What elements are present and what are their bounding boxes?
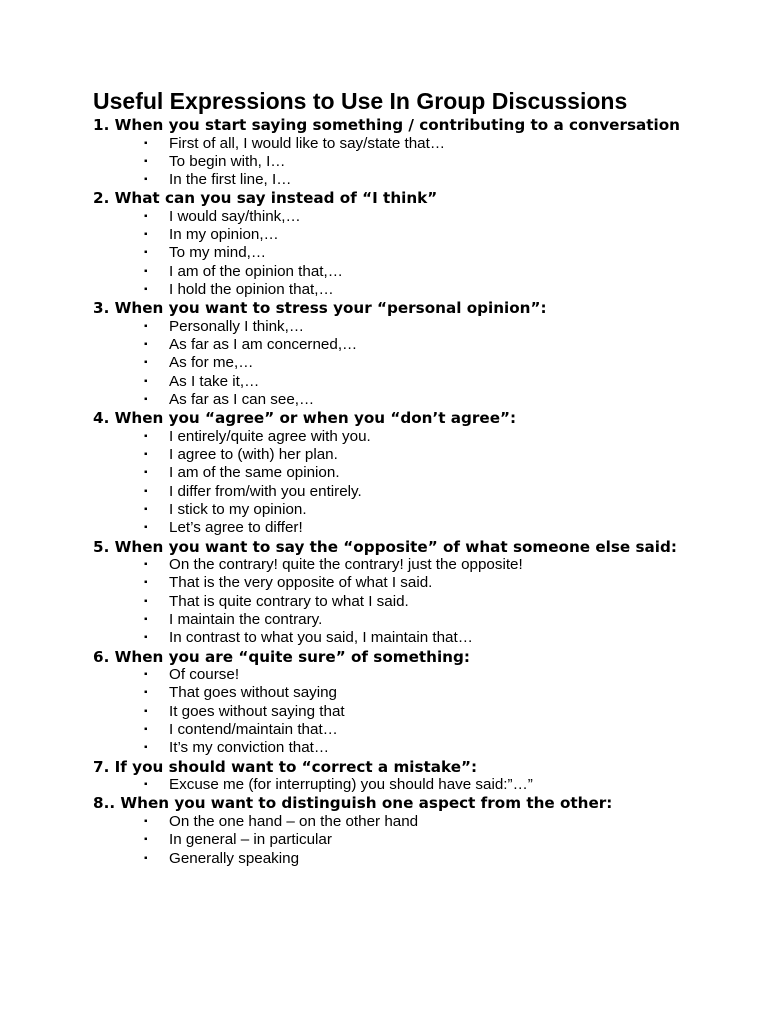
square-bullet-icon: ▪ (144, 174, 148, 186)
list-item-text: First of all, I would like to say/state that… (169, 134, 446, 152)
square-bullet-icon: ▪ (144, 467, 148, 479)
square-bullet-icon: ▪ (144, 852, 148, 864)
square-bullet-icon: ▪ (144, 559, 148, 571)
list-item-text: It goes without saying that (169, 702, 345, 720)
list-item (93, 373, 733, 391)
list-item-text: I agree to (with) her plan. (169, 446, 338, 464)
list-item-text: That is the very opposite of what I said. (169, 574, 433, 592)
list-item (93, 428, 733, 446)
section-heading: 5. When you want to say the “opposite” of what someone else said: (93, 537, 677, 556)
list-item (93, 703, 733, 721)
list-item-text: I entirely/quite agree with you. (169, 427, 371, 445)
section-heading: 8.. When you want to distinguish one aspect from the other: (93, 794, 613, 813)
square-bullet-icon: ▪ (144, 155, 148, 167)
section-list (93, 135, 733, 190)
square-bullet-icon: ▪ (144, 522, 148, 534)
list-item-text: Generally speaking (169, 849, 300, 867)
square-bullet-icon: ▪ (144, 632, 148, 644)
list-item (93, 611, 733, 629)
square-bullet-icon: ▪ (144, 669, 148, 681)
list-item (93, 336, 733, 354)
section-list (93, 666, 733, 757)
list-item-text: Excuse me (for interrupting) you should have said:”…” (169, 776, 533, 794)
square-bullet-icon: ▪ (144, 247, 148, 259)
list-item-text: Let’s agree to differ! (169, 519, 303, 537)
list-item (93, 226, 733, 244)
list-item-text: As far as I am concerned,… (169, 336, 358, 354)
section-list (93, 556, 733, 647)
square-bullet-icon: ▪ (144, 320, 148, 332)
square-bullet-icon: ▪ (144, 815, 148, 827)
section-list (93, 776, 733, 794)
list-item (93, 263, 733, 281)
square-bullet-icon: ▪ (144, 357, 148, 369)
square-bullet-icon: ▪ (144, 449, 148, 461)
list-item (93, 721, 733, 739)
list-item (93, 483, 733, 501)
list-item (93, 208, 733, 226)
square-bullet-icon: ▪ (144, 137, 148, 149)
list-item (93, 135, 733, 153)
list-item (93, 318, 733, 336)
list-item-text: In contrast to what you said, I maintain that… (169, 629, 473, 647)
square-bullet-icon: ▪ (144, 834, 148, 846)
square-bullet-icon: ▪ (144, 504, 148, 516)
list-item-text: On the contrary! quite the contrary! just the opposite! (169, 556, 523, 574)
list-item (93, 684, 733, 702)
square-bullet-icon: ▪ (144, 265, 148, 277)
list-item-text: I differ from/with you entirely. (169, 482, 362, 500)
list-item-text: Of course! (169, 666, 240, 684)
square-bullet-icon: ▪ (144, 229, 148, 241)
list-item-text: That is quite contrary to what I said. (169, 592, 409, 610)
list-item (93, 354, 733, 372)
list-item (93, 629, 733, 647)
list-item-text: I contend/maintain that… (169, 721, 338, 739)
list-item-text: In my opinion,… (169, 226, 279, 244)
list-item (93, 501, 733, 519)
list-item-text: I hold the opinion that,… (169, 281, 334, 299)
section-list (93, 428, 733, 538)
list-item (93, 153, 733, 171)
square-bullet-icon: ▪ (144, 687, 148, 699)
square-bullet-icon: ▪ (144, 375, 148, 387)
list-item-text: I would say/think,… (169, 207, 301, 225)
list-item (93, 739, 733, 757)
list-item (93, 391, 733, 409)
list-item (93, 666, 733, 684)
section-heading: 7. If you should want to “correct a mistake”: (93, 757, 478, 776)
square-bullet-icon: ▪ (144, 210, 148, 222)
section-heading: 3. When you want to stress your “personal opinion”: (93, 299, 547, 318)
list-item (93, 850, 733, 868)
section-heading: 2. What can you say instead of “I think” (93, 189, 438, 208)
list-item (93, 244, 733, 262)
list-item-text: Personally I think,… (169, 317, 305, 335)
list-item-text: On the one hand – on the other hand (169, 812, 419, 830)
list-item-text: It’s my conviction that… (169, 739, 330, 757)
list-item-text: To begin with, I… (169, 152, 286, 170)
square-bullet-icon: ▪ (144, 284, 148, 296)
list-item-text: In general – in particular (169, 831, 332, 849)
square-bullet-icon: ▪ (144, 339, 148, 351)
list-item (93, 556, 733, 574)
square-bullet-icon: ▪ (144, 577, 148, 589)
list-item (93, 281, 733, 299)
list-item-text: I am of the opinion that,… (169, 262, 343, 280)
list-item (93, 574, 733, 592)
section-heading: 4. When you “agree” or when you “don’t agree”: (93, 409, 517, 428)
document-title: Useful Expressions to Use In Group Discussions (93, 88, 628, 114)
section-heading: 1. When you start saying something / contributing to a conversation (93, 116, 680, 134)
sections-container (93, 116, 733, 868)
list-item-text: I am of the same opinion. (169, 464, 340, 482)
list-item-text: As for me,… (169, 354, 254, 372)
list-item (93, 813, 733, 831)
square-bullet-icon: ▪ (144, 595, 148, 607)
list-item (93, 776, 733, 794)
square-bullet-icon: ▪ (144, 779, 148, 791)
list-item-text: I stick to my opinion. (169, 501, 307, 519)
list-item-text: As far as I can see,… (169, 391, 315, 409)
section-list (93, 318, 733, 409)
square-bullet-icon: ▪ (144, 430, 148, 442)
list-item (93, 171, 733, 189)
list-item (93, 519, 733, 537)
list-item (93, 831, 733, 849)
list-item (93, 464, 733, 482)
square-bullet-icon: ▪ (144, 705, 148, 717)
list-item (93, 446, 733, 464)
section-list (93, 208, 733, 299)
document-page (93, 88, 733, 868)
square-bullet-icon: ▪ (144, 724, 148, 736)
list-item-text: To my mind,… (169, 244, 267, 262)
square-bullet-icon: ▪ (144, 394, 148, 406)
section-list (93, 813, 733, 868)
list-item (93, 593, 733, 611)
list-item-text: That goes without saying (169, 684, 338, 702)
list-item-text: In the first line, I… (169, 171, 292, 189)
section-heading: 6. When you are “quite sure” of something: (93, 647, 470, 666)
square-bullet-icon: ▪ (144, 742, 148, 754)
list-item-text: I maintain the contrary. (169, 611, 323, 629)
list-item-text: As I take it,… (169, 372, 260, 390)
square-bullet-icon: ▪ (144, 485, 148, 497)
square-bullet-icon: ▪ (144, 614, 148, 626)
